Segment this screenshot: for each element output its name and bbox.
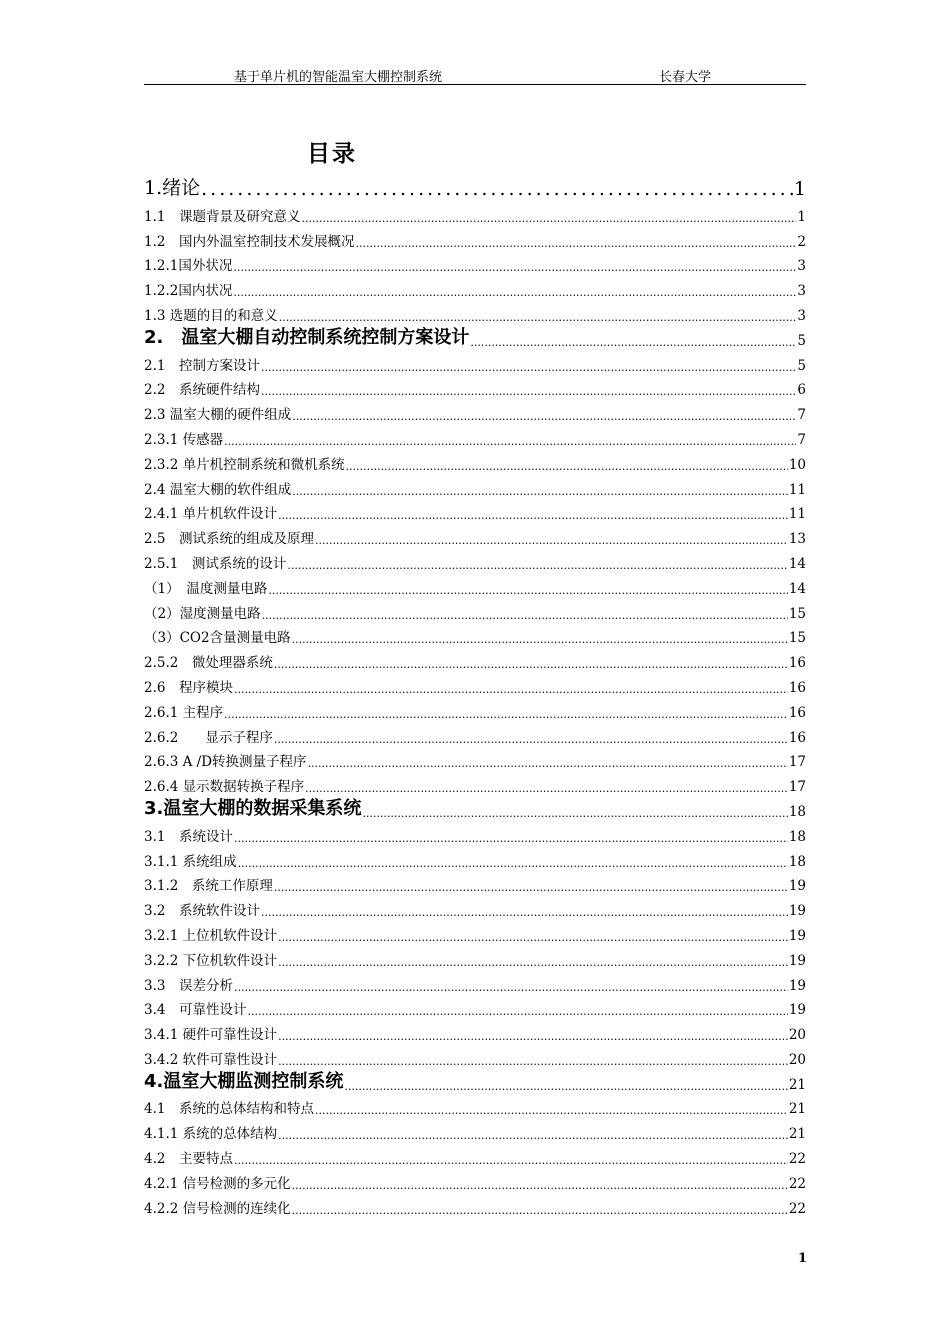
toc-dot-leader xyxy=(278,509,788,522)
toc-entry-label: 1.2.1国外状况 xyxy=(144,258,233,275)
toc-entry-page: 19 xyxy=(788,927,806,944)
toc-entry-label: 3.温室大棚的数据采集系统 xyxy=(144,797,362,819)
toc-entry[interactable] xyxy=(144,870,806,895)
toc-entry-label: 2.6.1 主程序 xyxy=(144,704,224,721)
toc-dot-leader xyxy=(346,460,788,473)
table-of-contents xyxy=(144,174,806,1217)
toc-entry-label: 1.绪论 xyxy=(144,177,201,199)
toc-entry[interactable] xyxy=(144,324,806,349)
toc-entry-label: 4.2.2 信号检测的连续化 xyxy=(144,1200,291,1217)
toc-entry-page: 2 xyxy=(797,233,806,250)
toc-dot-leader xyxy=(201,178,793,200)
toc-entry[interactable] xyxy=(144,200,806,225)
toc-dot-leader xyxy=(261,906,788,919)
toc-entry-page: 15 xyxy=(788,605,806,622)
toc-entry[interactable] xyxy=(144,398,806,423)
toc-dot-leader xyxy=(278,956,788,969)
toc-entry[interactable] xyxy=(144,944,806,969)
toc-entry-page: 11 xyxy=(788,481,806,498)
toc-entry-label: 2.2 系统硬件结构 xyxy=(144,382,260,399)
toc-entry-page: 20 xyxy=(788,1051,806,1068)
toc-dot-leader xyxy=(274,658,788,671)
toc-entry[interactable] xyxy=(144,994,806,1019)
toc-entry-page: 16 xyxy=(788,679,806,696)
toc-dot-leader xyxy=(355,237,796,250)
toc-entry-label: 1.3 选题的目的和意义 xyxy=(144,307,278,324)
toc-dot-leader xyxy=(278,1055,788,1068)
toc-dot-leader xyxy=(247,1005,787,1018)
toc-entry[interactable] xyxy=(144,1167,806,1192)
toc-entry-page: 17 xyxy=(788,779,806,796)
toc-entry[interactable] xyxy=(144,646,806,671)
toc-dot-leader xyxy=(301,212,796,225)
header-school: 长春大学 xyxy=(659,70,712,85)
toc-entry[interactable] xyxy=(144,1018,806,1043)
toc-entry-page: 19 xyxy=(788,878,806,895)
toc-dot-leader xyxy=(308,757,788,770)
toc-entry-label: 3.2 系统软件设计 xyxy=(144,903,260,920)
toc-dot-leader xyxy=(233,261,796,274)
toc-entry-label: 2. 温室大棚自动控制系统控制方案设计 xyxy=(144,326,470,348)
toc-dot-leader xyxy=(292,485,788,498)
toc-entry[interactable] xyxy=(144,770,806,795)
toc-entry-page: 1 xyxy=(797,208,806,225)
toc-dot-leader xyxy=(224,435,796,448)
toc-entry-page: 3 xyxy=(797,307,806,324)
toc-entry-label: 2.4 温室大棚的软件组成 xyxy=(144,481,292,498)
toc-entry[interactable] xyxy=(144,250,806,275)
toc-entry[interactable] xyxy=(144,696,806,721)
toc-entry-page: 6 xyxy=(797,382,806,399)
toc-entry-label: 1.2 国内外温室控制技术发展概况 xyxy=(144,233,355,250)
toc-dot-leader xyxy=(344,1080,787,1093)
toc-entry-page: 16 xyxy=(788,704,806,721)
toc-entry-label: 3.4.1 硬件可靠性设计 xyxy=(144,1027,278,1044)
toc-entry-label: 2.6.3 A /D转换测量子程序 xyxy=(144,754,307,771)
toc-entry-page: 21 xyxy=(788,1101,806,1118)
toc-dot-leader xyxy=(292,1204,788,1217)
toc-entry-page: 16 xyxy=(788,655,806,672)
toc-entry-page: 7 xyxy=(797,407,806,424)
toc-entry-label: 2.5 测试系统的组成及原理 xyxy=(144,531,314,548)
toc-entry-label: 3.4 可靠性设计 xyxy=(144,1002,247,1019)
toc-entry-label: 3.2.2 下位机软件设计 xyxy=(144,952,278,969)
toc-entry[interactable] xyxy=(144,473,806,498)
toc-entry-label: 2.6 程序模块 xyxy=(144,679,233,696)
toc-entry-page: 20 xyxy=(788,1027,806,1044)
toc-entry-page: 18 xyxy=(788,803,806,820)
toc-entry-page: 15 xyxy=(788,630,806,647)
toc-entry-page: 22 xyxy=(788,1151,806,1168)
toc-entry-page: 22 xyxy=(788,1175,806,1192)
toc-entry-page: 1 xyxy=(793,178,806,200)
toc-entry-label: 3.1.2 系统工作原理 xyxy=(144,878,273,895)
toc-dot-leader xyxy=(233,286,796,299)
page-number: 1 xyxy=(798,1251,808,1266)
toc-dot-leader xyxy=(305,782,788,795)
toc-entry-page: 19 xyxy=(788,1002,806,1019)
page-header xyxy=(144,64,806,85)
toc-entry-label: 2.3.2 单片机控制系统和微机系统 xyxy=(144,456,345,473)
toc-entry[interactable] xyxy=(144,894,806,919)
toc-entry-label: 2.6.2 显示子程序 xyxy=(144,729,273,746)
toc-entry[interactable] xyxy=(144,547,806,572)
toc-entry-page: 17 xyxy=(788,754,806,771)
toc-entry-page: 13 xyxy=(788,531,806,548)
toc-entry[interactable] xyxy=(144,597,806,622)
toc-entry[interactable] xyxy=(144,1043,806,1068)
toc-entry[interactable] xyxy=(144,374,806,399)
toc-entry[interactable] xyxy=(144,498,806,523)
toc-entry-label: 2.5.1 测试系统的设计 xyxy=(144,555,287,572)
toc-entry-label: 4.1.1 系统的总体结构 xyxy=(144,1126,278,1143)
toc-dot-leader xyxy=(315,534,788,547)
toc-entry-label: 4.2.1 信号检测的多元化 xyxy=(144,1175,291,1192)
toc-entry-page: 3 xyxy=(797,283,806,300)
toc-entry-label: 3.1.1 系统组成 xyxy=(144,853,237,870)
toc-entry[interactable] xyxy=(144,349,806,374)
toc-entry[interactable] xyxy=(144,1117,806,1142)
toc-dot-leader xyxy=(278,1129,788,1142)
toc-entry-label: 1.1 课题背景及研究意义 xyxy=(144,208,301,225)
toc-dot-leader xyxy=(279,311,797,324)
toc-entry-label: （2）湿度测量电路 xyxy=(144,605,261,622)
toc-entry[interactable] xyxy=(144,522,806,547)
toc-entry-page: 14 xyxy=(788,580,806,597)
toc-entry-page: 11 xyxy=(788,506,806,523)
toc-entry-page: 5 xyxy=(797,357,806,374)
toc-entry[interactable] xyxy=(144,423,806,448)
toc-entry-label: 4.2 主要特点 xyxy=(144,1151,233,1168)
toc-entry-label: 2.5.2 微处理器系统 xyxy=(144,655,273,672)
toc-dot-leader xyxy=(287,559,787,572)
toc-entry-page: 21 xyxy=(788,1126,806,1143)
toc-entry-label: （1） 温度测量电路 xyxy=(144,580,268,597)
toc-entry[interactable] xyxy=(144,795,806,820)
toc-entry-page: 7 xyxy=(797,431,806,448)
toc-entry[interactable] xyxy=(144,1142,806,1167)
toc-entry-label: 3.2.1 上位机软件设计 xyxy=(144,927,278,944)
toc-entry[interactable] xyxy=(144,671,806,696)
toc-dot-leader xyxy=(274,733,788,746)
toc-entry[interactable] xyxy=(144,274,806,299)
toc-entry-label: 3.3 误差分析 xyxy=(144,977,233,994)
toc-entry[interactable] xyxy=(144,919,806,944)
toc-dot-leader xyxy=(234,683,788,696)
toc-dot-leader xyxy=(261,361,796,374)
toc-entry-label: 4.1 系统的总体结构和特点 xyxy=(144,1101,314,1118)
header-title: 基于单片机的智能温室大棚控制系统 xyxy=(234,70,443,85)
toc-entry-page: 18 xyxy=(788,828,806,845)
toc-entry[interactable] xyxy=(144,572,806,597)
toc-entry[interactable] xyxy=(144,1093,806,1118)
toc-entry-label: 2.4.1 单片机软件设计 xyxy=(144,506,278,523)
toc-dot-leader xyxy=(278,931,788,944)
toc-entry-page: 19 xyxy=(788,977,806,994)
toc-entry-label: 2.1 控制方案设计 xyxy=(144,357,260,374)
toc-entry[interactable] xyxy=(144,1192,806,1217)
toc-title: 目录 xyxy=(307,141,357,167)
toc-dot-leader xyxy=(315,1104,788,1117)
toc-entry-label: 3.1 系统设计 xyxy=(144,828,233,845)
toc-dot-leader xyxy=(470,336,796,349)
toc-dot-leader xyxy=(234,832,788,845)
toc-entry-page: 18 xyxy=(788,853,806,870)
toc-dot-leader xyxy=(261,385,796,398)
toc-dot-leader xyxy=(292,1179,788,1192)
toc-entry-label: 4.温室大棚监测控制系统 xyxy=(144,1070,344,1092)
toc-entry-page: 3 xyxy=(797,258,806,275)
toc-entry[interactable] xyxy=(144,622,806,647)
toc-entry[interactable] xyxy=(144,225,806,250)
toc-entry[interactable] xyxy=(144,721,806,746)
toc-entry-label: 2.3.1 传感器 xyxy=(144,431,224,448)
toc-entry-page: 16 xyxy=(788,729,806,746)
toc-entry[interactable] xyxy=(144,299,806,324)
toc-dot-leader xyxy=(234,1154,788,1167)
toc-entry[interactable] xyxy=(144,820,806,845)
toc-entry-page: 10 xyxy=(788,456,806,473)
toc-dot-leader xyxy=(278,1030,788,1043)
toc-entry-label: 2.3 温室大棚的硬件组成 xyxy=(144,407,292,424)
toc-entry-page: 5 xyxy=(797,332,806,349)
toc-entry-page: 19 xyxy=(788,903,806,920)
toc-entry[interactable] xyxy=(144,1068,806,1093)
toc-entry-page: 14 xyxy=(788,555,806,572)
toc-entry[interactable] xyxy=(144,174,806,200)
toc-entry[interactable] xyxy=(144,845,806,870)
toc-dot-leader xyxy=(224,708,788,721)
toc-entry-label: 2.6.4 显示数据转换子程序 xyxy=(144,779,305,796)
toc-entry-label: 1.2.2国内状况 xyxy=(144,283,233,300)
toc-entry-label: 3.4.2 软件可靠性设计 xyxy=(144,1051,278,1068)
toc-entry[interactable] xyxy=(144,448,806,473)
toc-dot-leader xyxy=(238,857,788,870)
toc-dot-leader xyxy=(292,633,788,646)
toc-entry-page: 19 xyxy=(788,952,806,969)
toc-entry-page: 22 xyxy=(788,1200,806,1217)
toc-dot-leader xyxy=(274,881,788,894)
toc-dot-leader xyxy=(268,584,787,597)
toc-entry-page: 21 xyxy=(788,1076,806,1093)
toc-dot-leader xyxy=(362,807,787,820)
toc-entry-label: （3）CO2含量测量电路 xyxy=(144,630,291,647)
toc-dot-leader xyxy=(234,981,788,994)
toc-dot-leader xyxy=(262,609,788,622)
toc-dot-leader xyxy=(292,410,796,423)
toc-entry[interactable] xyxy=(144,746,806,771)
toc-entry[interactable] xyxy=(144,969,806,994)
